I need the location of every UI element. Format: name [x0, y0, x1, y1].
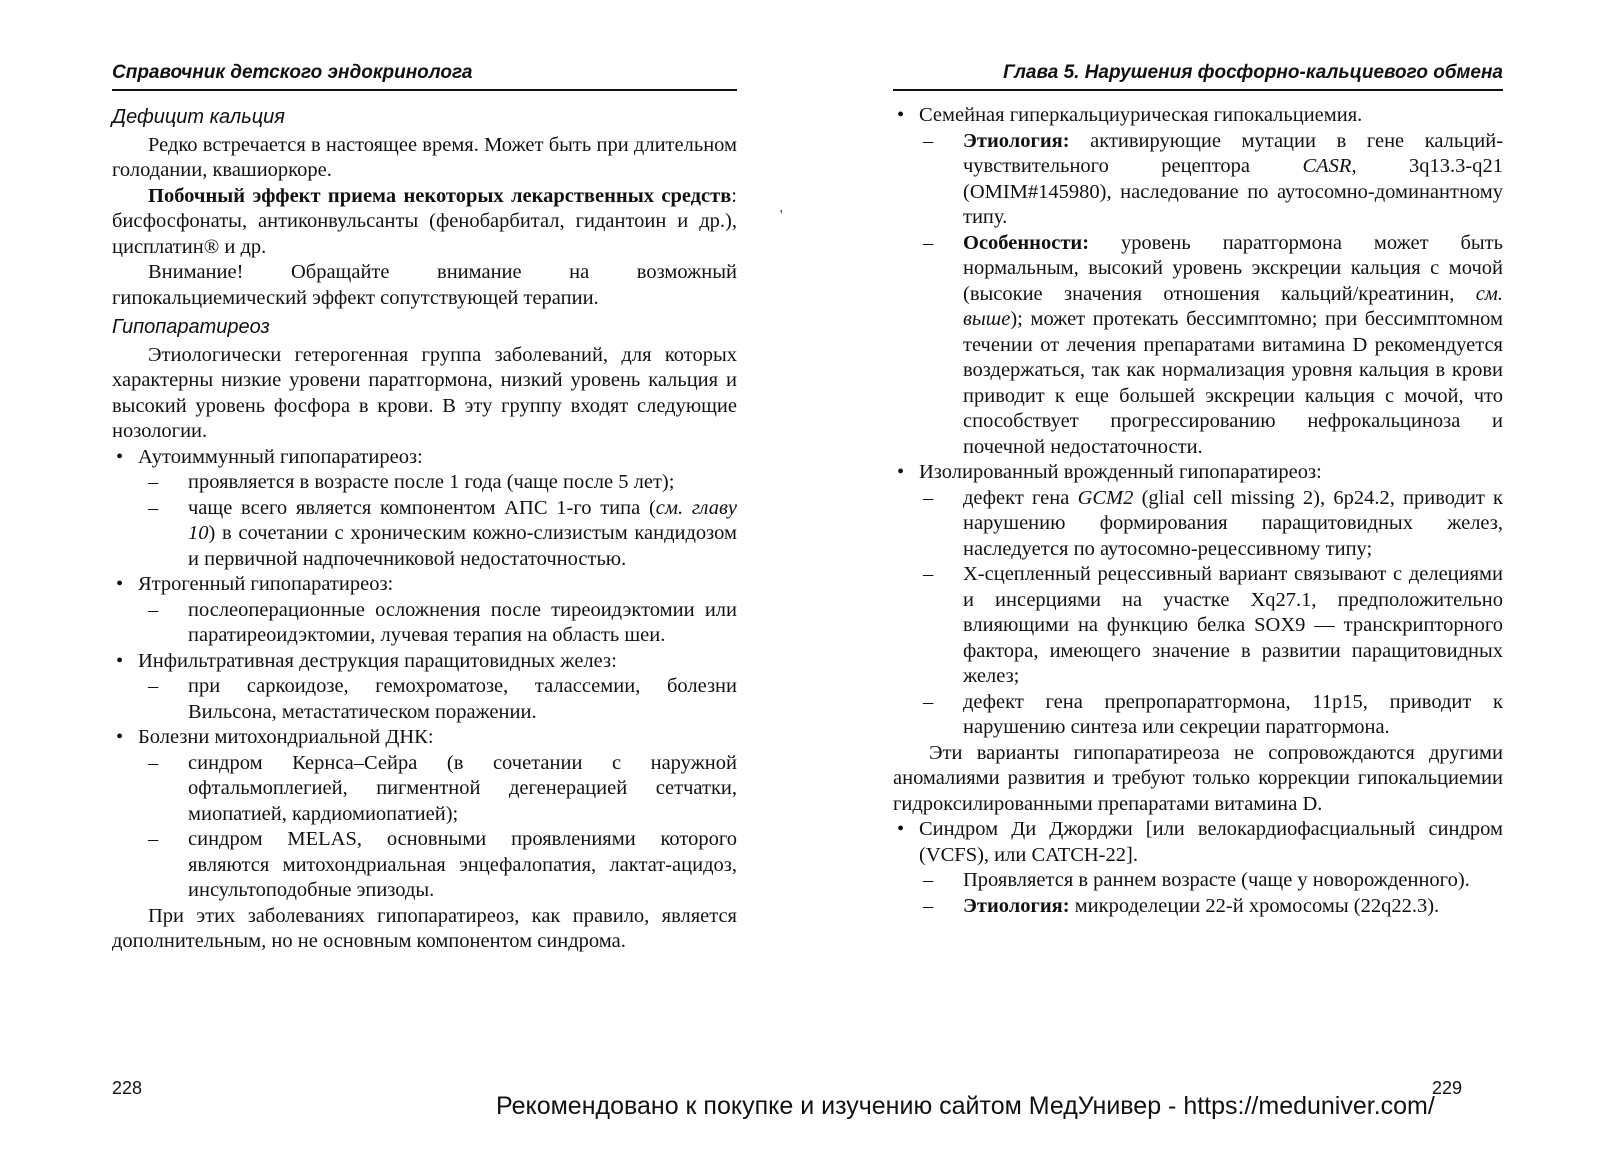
- list-item: [893, 103, 1503, 129]
- paragraph-text: : бисфосфонаты, антиконвульсанты (фенобарбитал, гидантоин и др.), цисплатин® и др.: [112, 184, 737, 258]
- bullet-marker: •: [897, 104, 905, 126]
- list-item: [112, 725, 737, 751]
- cross-reference: см. главу 10: [188, 496, 737, 544]
- dash-marker: –: [923, 129, 934, 152]
- page-number-right: 229: [1432, 1078, 1463, 1098]
- dash-marker: –: [148, 496, 159, 519]
- sub-list-item-text: (glial cell missing 2), 6p24.2, приводит к нарушению формирования паращитовидных желез, наследуется по аутосомно-рецессивному типу;: [963, 486, 1503, 560]
- list-item-text: Ятрогенный гипопаратиреоз:: [138, 573, 394, 595]
- right-page-body: [893, 103, 1503, 919]
- dash-marker: –: [923, 231, 934, 254]
- bullet-marker: •: [897, 818, 905, 840]
- dash-marker: –: [923, 563, 934, 585]
- sub-list-item: [148, 751, 737, 828]
- list-item: [112, 445, 737, 471]
- right-running-head: Глава 5. Нарушения фосфорно-кальциевого обмена: [893, 62, 1503, 91]
- sub-list-item-text: Проявляется в раннем возрасте (чаще у новорожденного).: [963, 869, 1470, 891]
- bullet-marker: •: [116, 726, 124, 748]
- sub-list-item-text: дефект гена: [963, 486, 1078, 509]
- right-page: [893, 62, 1503, 919]
- list-item-text: Болезни митохондриальной ДНК:: [138, 726, 434, 748]
- page-number-left: 228: [112, 1078, 143, 1098]
- sub-list-item-text: синдром Кернса–Сейра (в сочетании с наружной офтальмоплегией, пигментной дегенерацией сетчатки, миопатией, кардиомиопатией);: [188, 751, 737, 825]
- left-page-body: [112, 105, 737, 955]
- sub-list-item-text: послеоперационные осложнения после тиреоидэктомии или паратиреоидэктомии, лучевая терапия на область шеи.: [188, 598, 737, 646]
- sub-list-item: [148, 470, 737, 496]
- sub-list-item-text: ) в сочетании с хроническим кожно-слизистым кандидозом и первичной надпочечниковой недостаточностью.: [188, 522, 737, 570]
- left-running-head: Справочник детского эндокринолога: [112, 62, 737, 91]
- sub-list-item: [923, 690, 1503, 741]
- sub-list: [112, 751, 737, 904]
- sub-list-item: [148, 496, 737, 573]
- bullet-marker: •: [116, 445, 124, 468]
- list-item: [112, 572, 737, 598]
- section-title-calcium-deficiency: Дефицит кальция: [112, 106, 285, 128]
- paragraph: Внимание! Обращайте внимание на возможный гипокальциемический эффект сопутствующей терапии.: [112, 261, 737, 309]
- paragraph: При этих заболеваниях гипопаратиреоз, как правило, является дополнительным, но не основным компонентом синдрома.: [112, 904, 737, 952]
- bold-lead: Побочный эффект приема некоторых лекарственных средств: [148, 184, 732, 207]
- list-item-text: Изолированный врожденный гипопаратиреоз:: [919, 461, 1322, 483]
- dash-marker: –: [148, 675, 159, 697]
- gutter-mark: ': [780, 208, 783, 223]
- gene-name: GCM2: [1077, 486, 1134, 509]
- sub-list-item-text: , 3q13.3-q21 (OMIM#145980), наследование по аутосомно-доминантному типу.: [963, 155, 1503, 228]
- sub-list: [893, 868, 1503, 919]
- bullet-marker: •: [897, 461, 905, 483]
- sub-list-item: [923, 129, 1503, 231]
- sub-list-item-text: микроделеции 22-й хромосомы (22q22.3).: [1069, 894, 1440, 917]
- list-item: [112, 649, 737, 675]
- bullet-marker: •: [116, 649, 124, 672]
- dash-marker: –: [923, 690, 934, 713]
- sub-list: [112, 470, 737, 572]
- sub-list-item: [148, 674, 737, 725]
- dash-marker: –: [923, 486, 934, 509]
- bullet-marker: •: [116, 573, 124, 595]
- left-page: [112, 62, 737, 955]
- bold-lead: Этиология:: [963, 894, 1070, 917]
- sub-list-item: [923, 486, 1503, 563]
- dash-marker: –: [148, 471, 159, 493]
- gene-name: CASR: [1302, 155, 1352, 177]
- list-item-text: Инфильтративная деструкция паращитовидных желез:: [138, 649, 617, 672]
- sub-list-item-text: активирующие мутации в гене кальций-чувствительного рецептора: [963, 129, 1503, 177]
- sub-list-item-text: ); может протекать бессимптомно; при бессимптомном течении от лечения препаратами витамина D рекомендуется воздержаться, так как нормализация уровня кальция в крови приводит к еще большей экскреции кальция с мочой, что способствует прогрессированию нефрокальциноза и почечной недостаточности.: [963, 308, 1503, 458]
- sub-list-item-text: проявляется в возрасте после 1 года (чаще после 5 лет);: [188, 471, 675, 493]
- bold-lead: Этиология:: [963, 129, 1070, 152]
- list-item-text: Синдром Ди Джорджи [или велокардиофасциальный синдром (VCFS), или CATCH-22].: [919, 818, 1503, 866]
- sub-list-item-text: дефект гена препропаратгормона, 11p15, приводит к нарушению синтеза или секреции паратгормона.: [963, 690, 1503, 738]
- sub-list: [893, 486, 1503, 741]
- bold-lead: Особенности:: [963, 231, 1090, 254]
- watermark-link[interactable]: Рекомендовано к покупке и изучению сайтом МедУнивер - https://meduniver.com/: [496, 1092, 1435, 1120]
- list-item: [893, 460, 1503, 486]
- paragraph: Редко встречается в настоящее время. Может быть при длительном голодании, квашиоркоре.: [112, 133, 737, 181]
- paragraph: Эти варианты гипопаратиреоза не сопровождаются другими аномалиями развития и требуют только коррекции гипокальциемии гидроксилированными препаратами витамина D.: [893, 741, 1503, 815]
- list-item-text: Аутоиммунный гипопаратиреоз:: [138, 445, 423, 468]
- sub-list-item-text: синдром MELAS, основными проявлениями которого являются митохондриальная энцефалопатия, лактат-ацидоз, инсультоподобные эпизоды.: [188, 828, 737, 901]
- list-item-text: Семейная гиперкальциурическая гипокальциемия.: [919, 104, 1363, 126]
- sub-list: [112, 674, 737, 725]
- sub-list-item: [923, 562, 1503, 690]
- sub-list-item: [923, 868, 1503, 894]
- sub-list-item: [148, 598, 737, 649]
- dash-marker: –: [923, 869, 934, 891]
- sub-list-item-text: чаще всего является компонентом АПС 1-го типа (: [188, 496, 656, 519]
- dash-marker: –: [148, 828, 159, 850]
- dash-marker: –: [148, 598, 159, 621]
- sub-list-item-text: Х-сцепленный рецессивный вариант связывают с делециями и инсерциями на участке Xq27.1, предположительно влияющими на функцию белка SOX9 — транскрипторного фактора, имеющего значение в развитии паращитовидных желез;: [963, 563, 1503, 687]
- sub-list-item: [923, 894, 1503, 920]
- section-title-hypoparathyroidism: Гипопаратиреоз: [112, 316, 270, 338]
- sub-list-item-text: при саркоидозе, гемохроматозе, талассемии, болезни Вильсона, метастатическом поражении.: [188, 675, 737, 723]
- paragraph: Этиологически гетерогенная группа заболеваний, для которых характерны низкие уровени паратгормона, низкий уровень кальция и высокий уровень фосфора в крови. В эту группу входят следующие нозологии.: [112, 343, 737, 442]
- paragraph: [112, 184, 737, 261]
- sub-list-item-text: уровень паратгормона может быть нормальным, высокий уровень экскреции кальция с мочой (высокие значения отношения кальций/креатинин,: [963, 231, 1503, 305]
- sub-list-item: [148, 827, 737, 904]
- cross-reference: см. выше: [963, 282, 1503, 330]
- sub-list: [893, 129, 1503, 461]
- dash-marker: –: [148, 751, 159, 774]
- dash-marker: –: [923, 894, 934, 917]
- sub-list-item: [923, 231, 1503, 461]
- sub-list: [112, 598, 737, 649]
- list-item: [893, 817, 1503, 868]
